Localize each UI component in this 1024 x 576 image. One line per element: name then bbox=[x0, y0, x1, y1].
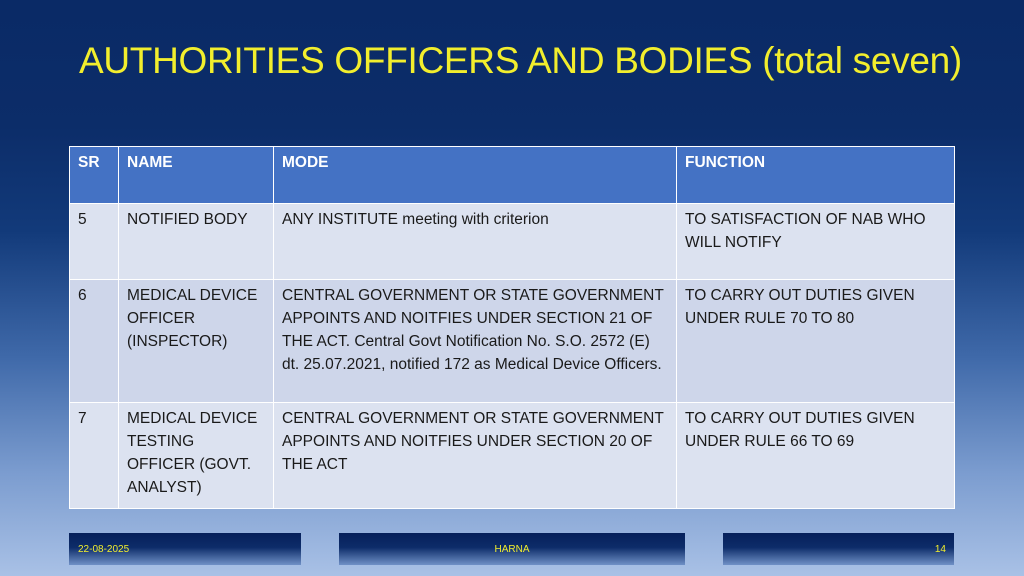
cell-sr: 5 bbox=[70, 204, 119, 280]
header-mode: MODE bbox=[274, 147, 677, 204]
table-row bbox=[70, 280, 955, 403]
cell-function: TO CARRY OUT DUTIES GIVEN UNDER RULE 66 TO 69 bbox=[677, 403, 955, 509]
cell-mode: CENTRAL GOVERNMENT OR STATE GOVERNMENT APPOINTS AND NOITFIES UNDER SECTION 20 OF THE ACT bbox=[274, 403, 677, 509]
table-row bbox=[70, 403, 955, 509]
cell-name: MEDICAL DEVICE TESTING OFFICER (GOVT. ANALYST) bbox=[119, 403, 274, 509]
cell-function: TO SATISFACTION OF NAB WHO WILL NOTIFY bbox=[677, 204, 955, 280]
header-function: FUNCTION bbox=[677, 147, 955, 204]
cell-function: TO CARRY OUT DUTIES GIVEN UNDER RULE 70 TO 80 bbox=[677, 280, 955, 403]
cell-sr: 6 bbox=[70, 280, 119, 403]
cell-sr: 7 bbox=[70, 403, 119, 509]
cell-mode: CENTRAL GOVERNMENT OR STATE GOVERNMENT APPOINTS AND NOITFIES UNDER SECTION 21 OF THE ACT. Central Govt Notification No. S.O. 2572 (E) dt. 25.07.2021, notified 172 as Medical Device Officers. bbox=[274, 280, 677, 403]
table-header-row bbox=[70, 147, 955, 204]
cell-name: NOTIFIED BODY bbox=[119, 204, 274, 280]
footer-page-number: 14 bbox=[934, 544, 946, 555]
footer-date: 22-08-2025 bbox=[78, 544, 130, 555]
cell-name: MEDICAL DEVICE OFFICER (INSPECTOR) bbox=[119, 280, 274, 403]
footer-center-text: HARNA bbox=[494, 544, 530, 555]
authorities-table bbox=[69, 146, 955, 509]
table-row bbox=[70, 204, 955, 280]
header-sr: SR bbox=[70, 147, 119, 204]
slide-title: AUTHORITIES OFFICERS AND BODIES (total seven) bbox=[79, 40, 962, 81]
header-name: NAME bbox=[119, 147, 274, 204]
cell-mode: ANY INSTITUTE meeting with criterion bbox=[274, 204, 677, 280]
